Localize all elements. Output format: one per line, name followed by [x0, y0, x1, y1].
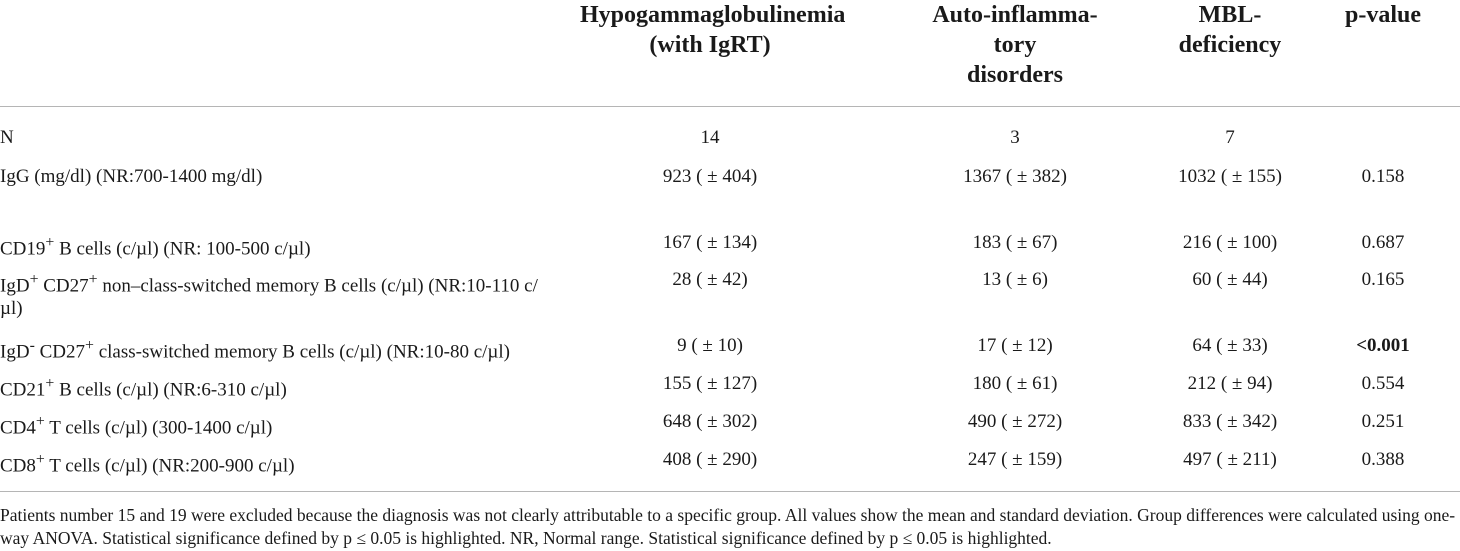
- cell-mbl-deficiency: 1032 ( ± 155): [1178, 166, 1282, 187]
- cell-auto-inflammatory: 1367 ( ± 382): [963, 166, 1067, 187]
- cell-hypogammaglobulinemia: 155 ( ± 127): [662, 373, 758, 394]
- header-line: deficiency: [1178, 32, 1282, 58]
- cell-mbl-deficiency: 64 ( ± 33): [1192, 335, 1268, 356]
- header-divider: [0, 106, 1460, 107]
- cell-hypogammaglobulinemia: 28 ( ± 42): [672, 269, 748, 290]
- cell-p-value: 0.165: [1361, 269, 1405, 290]
- header-p-value: [1333, 0, 1433, 30]
- header-hypogammaglobulinemia: [580, 0, 846, 60]
- header-mbl-deficiency: [1158, 0, 1302, 60]
- header-line: MBL-: [1198, 2, 1262, 28]
- cell-mbl-deficiency: 60 ( ± 44): [1192, 269, 1268, 290]
- cell-hypogammaglobulinemia: 648 ( ± 302): [662, 411, 758, 432]
- row-label: IgG (mg/dl) (NR:700-1400 mg/dl): [0, 166, 263, 187]
- cell-auto-inflammatory: 490 ( ± 272): [967, 411, 1063, 432]
- table-footnote: Patients number 15 and 19 were excluded because the diagnosis was not clearly attributable to a specific group. All values show the mean and standard deviation. Group differences were calculated using one-way ANOVA. Statistical significance defined by p ≤ 0.05 is highlighted. NR, Normal range. Statistical significance defined by p ≤ 0.05 is highlighted.: [0, 505, 1456, 548]
- cell-auto-inflammatory: 183 ( ± 67): [972, 232, 1058, 253]
- cell-auto-inflammatory: 3: [1010, 127, 1020, 148]
- cell-mbl-deficiency: 7: [1225, 127, 1235, 148]
- cell-auto-inflammatory: 13 ( ± 6): [982, 269, 1048, 290]
- cell-mbl-deficiency: 212 ( ± 94): [1187, 373, 1273, 394]
- header-line: disorders: [967, 62, 1063, 88]
- cell-hypogammaglobulinemia: 9 ( ± 10): [677, 335, 743, 356]
- row-label: IgD+ CD27+ non–class-switched memory B cells (c/µl) (NR:10-110 c/µl): [0, 271, 538, 320]
- header-line: Hypogammaglobulinemia: [580, 2, 846, 28]
- header-line: Auto-inflamma-: [932, 2, 1098, 28]
- row-label: CD4+ T cells (c/µl) (300-1400 c/µl): [0, 413, 273, 439]
- cell-mbl-deficiency: 497 ( ± 211): [1183, 449, 1277, 470]
- cell-p-value: 0.388: [1361, 449, 1405, 470]
- cell-p-value: 0.158: [1361, 166, 1405, 187]
- cell-p-value: 0.554: [1361, 373, 1405, 394]
- cell-auto-inflammatory: 17 ( ± 12): [977, 335, 1053, 356]
- row-label: CD21+ B cells (c/µl) (NR:6-310 c/µl): [0, 375, 287, 401]
- header-line: p-value: [1344, 2, 1421, 28]
- cell-mbl-deficiency: 216 ( ± 100): [1182, 232, 1278, 253]
- header-line: tory: [993, 32, 1037, 58]
- row-label: CD8+ T cells (c/µl) (NR:200-900 c/µl): [0, 451, 295, 477]
- cell-p-value: <0.001: [1356, 335, 1410, 356]
- row-label: IgD- CD27+ class-switched memory B cells (c/µl) (NR:10-80 c/µl): [0, 337, 510, 363]
- cell-p-value: 0.251: [1361, 411, 1405, 432]
- cell-hypogammaglobulinemia: 923 ( ± 404): [662, 166, 758, 187]
- cell-auto-inflammatory: 247 ( ± 159): [967, 449, 1063, 470]
- cell-mbl-deficiency: 833 ( ± 342): [1182, 411, 1278, 432]
- header-line: (with IgRT): [649, 32, 771, 58]
- cell-hypogammaglobulinemia: 14: [700, 127, 720, 148]
- cell-hypogammaglobulinemia: 408 ( ± 290): [662, 449, 758, 470]
- row-label: CD19+ B cells (c/µl) (NR: 100-500 c/µl): [0, 234, 311, 260]
- cell-auto-inflammatory: 180 ( ± 61): [972, 373, 1058, 394]
- row-label: N: [0, 127, 14, 148]
- cell-hypogammaglobulinemia: 167 ( ± 134): [662, 232, 758, 253]
- cell-p-value: 0.687: [1361, 232, 1405, 253]
- footer-divider: [0, 491, 1460, 492]
- header-auto-inflammatory: [915, 0, 1115, 90]
